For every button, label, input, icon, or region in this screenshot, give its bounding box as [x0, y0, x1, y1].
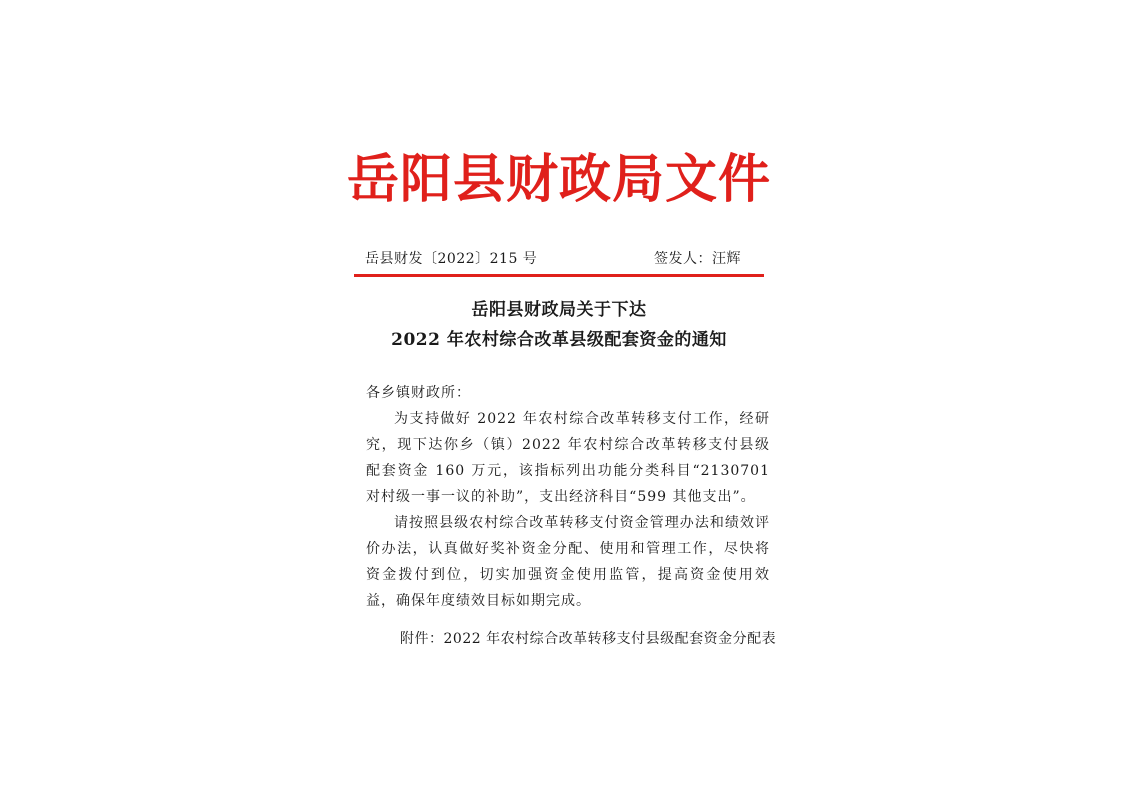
document-number: 岳县财发〔2022〕215 号: [365, 251, 538, 267]
signer: 签发人：汪辉: [654, 251, 741, 267]
red-header-title: 岳阳县财政局文件: [346, 149, 771, 210]
paragraph-2: 请按照县级农村综合改革转移支付资金管理办法和绩效评价办法，认真做好奖补资金分配、使用和管理工作，尽快将资金拨付到位，切实加强资金使用监管，提高资金使用效益，确保年度绩效目标如期完成。: [366, 515, 770, 609]
greeting: 各乡镇财政所：: [366, 385, 471, 401]
attachment-line: 附件：2022 年农村综合改革转移支付县级配套资金分配表: [400, 631, 777, 647]
document-title-line1: 岳阳县财政局关于下达: [471, 300, 647, 320]
paragraph-1: 为支持做好 2022 年农村综合改革转移支付工作，经研究，现下达你乡（镇）2022 年农村综合改革转移支付县级配套资金 160 万元，该指标列出功能分类科目“2130701 对村级一事一议的补助”，支出经济科目“599 其他支出”。: [366, 411, 770, 505]
document-page: [318, 40, 800, 752]
red-divider: [354, 274, 764, 277]
document-title-line2: 2022 年农村综合改革县级配套资金的通知: [391, 330, 727, 350]
